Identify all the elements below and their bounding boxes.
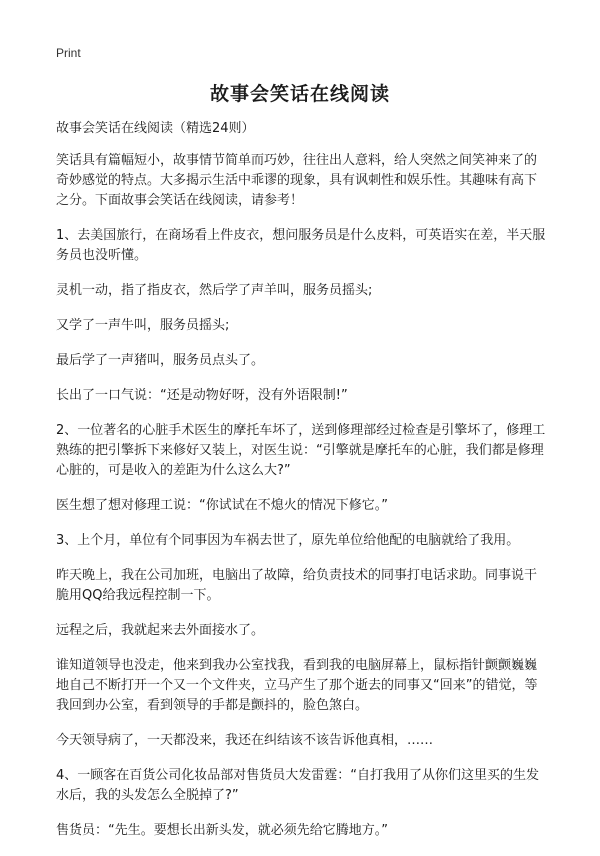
page-title: 故事会笑话在线阅读 — [209, 83, 390, 105]
joke-4-paragraph: 4、一顾客在百货公司化妆品部对售货员大发雷霆：“自打我用了从你们这里买的生发水后，我的头发怎么全脱掉了?” — [56, 768, 540, 803]
joke-4-paragraph: 售货员：“先生。要想长出新头发，就必须先给它腾地方。” — [56, 823, 388, 838]
joke-1-paragraph: 最后学了一声猪叫，服务员点头了。 — [56, 353, 265, 368]
joke-3-paragraph: 今天领导病了，一天都没来，我还在纠结该不该告诉他真相，…… — [56, 733, 434, 748]
joke-1-paragraph: 又学了一声牛叫，服务员摇头; — [56, 318, 230, 333]
intro-paragraph: 笑话具有篇幅短小，故事情节简单而巧妙，往往出人意料，给人突然之间笑神来了的奇妙感觉的特点。大多揭示生活中乖谬的现象，具有讽刺性和娱乐性。其趣味有高下之分。下面故事会笑话在线阅读，请参考！ — [56, 153, 538, 208]
joke-3-paragraph: 昨天晚上，我在公司加班，电脑出了故障，给负责技术的同事打电话求助。同事说干脆用QQ给我远程控制一下。 — [56, 568, 538, 603]
joke-1-paragraph: 1、去美国旅行，在商场看上件皮衣，想问服务员是什么皮料，可英语实在差，半天服务员也没听懂。 — [56, 228, 546, 263]
article-subtitle: 故事会笑话在线阅读（精选24则） — [56, 121, 255, 136]
print-link[interactable]: Print — [56, 46, 81, 60]
joke-3-paragraph: 谁知道领导也没走，他来到我办公室找我，看到我的电脑屏幕上，鼠标指针颤颤巍巍地自己不断打开一个又一个文件夹，立马产生了那个逝去的同事又“回来”的错觉，等我回到办公室，看到领导的手都是颤抖的，脸色煞白。 — [56, 658, 538, 713]
joke-1-paragraph: 长出了一口气说：“还是动物好呀，没有外语限制!” — [56, 388, 348, 403]
joke-1-paragraph: 灵机一动，指了指皮衣，然后学了声羊叫，服务员摇头; — [56, 283, 373, 298]
joke-2-paragraph: 医生想了想对修理工说：“你试试在不熄火的情况下修它。” — [56, 498, 388, 513]
joke-3-paragraph: 远程之后，我就起来去外面接水了。 — [56, 623, 265, 638]
joke-3-paragraph: 3、上个月，单位有个同事因为车祸去世了，原先单位给他配的电脑就给了我用。 — [56, 533, 520, 548]
article-body — [56, 119, 546, 856]
joke-2-paragraph: 2、一位著名的心脏手术医生的摩托车坏了，送到修理部经过检查是引擎坏了，修理工熟练的把引擎拆下来修好又装上，对医生说：“引擎就是摩托车的心脏，我们都是修理心脏的，可是收入的差距为什么这么大?” — [56, 423, 546, 478]
